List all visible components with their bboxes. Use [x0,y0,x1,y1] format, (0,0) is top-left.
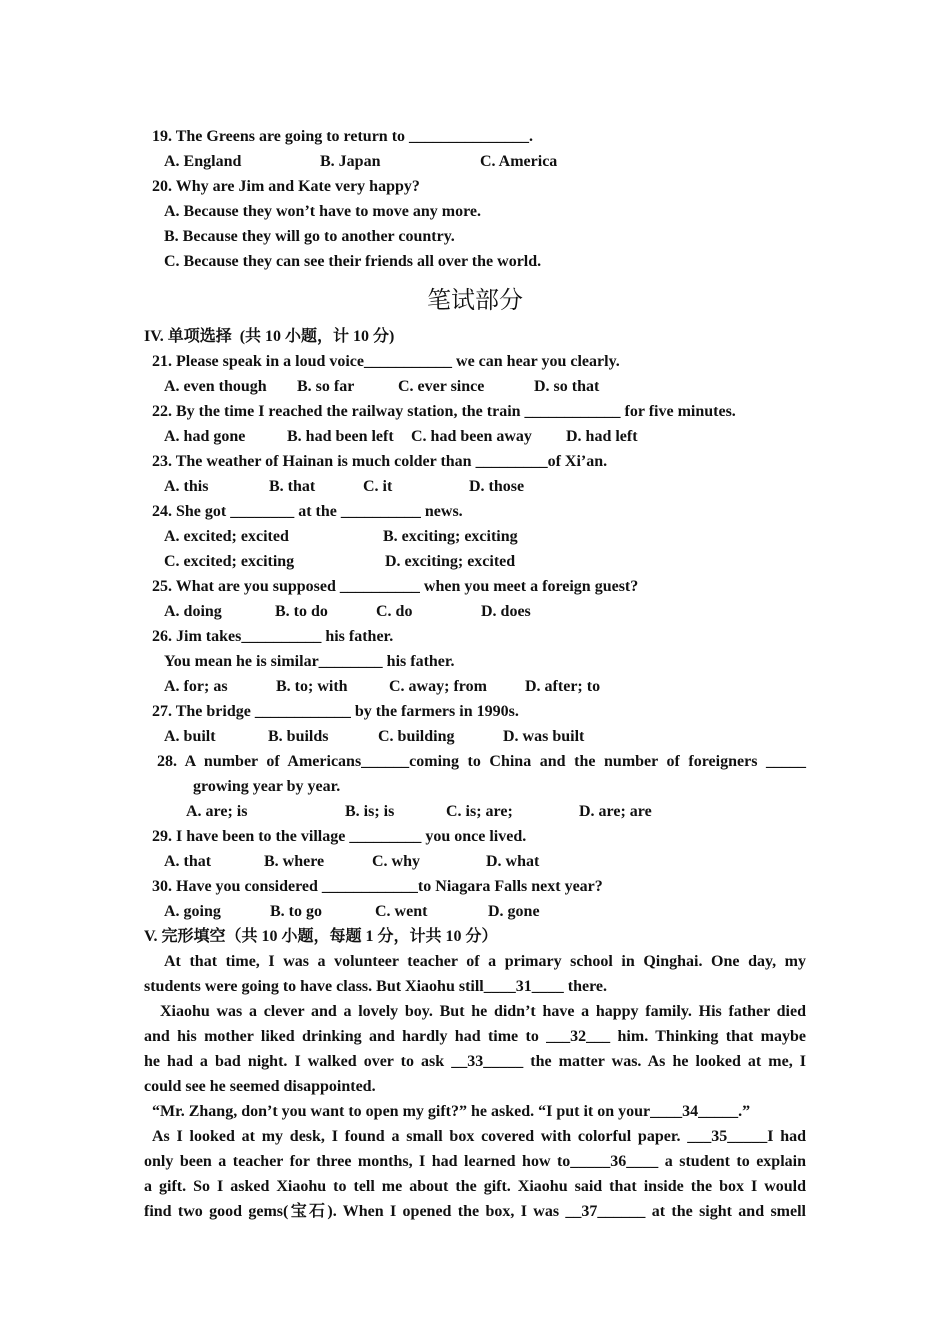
question-21-option-a: A. even though [164,378,267,395]
question-21-option-c: C. ever since [398,378,485,395]
question-26-stem: 26. Jim takes__________ his father. [152,628,394,645]
question-28-option-d: D. are; are [579,803,652,820]
question-23-option-c: C. it [363,478,393,495]
question-28-option-a: A. are; is [186,803,248,820]
question-29-option-c: C. why [372,853,421,870]
cloze-passage-line: a gift. So I asked Xiaohu to tell me about the gift. Xiaohu said that inside the box I would [144,1178,806,1195]
question-20-option-a: A. Because they won’t have to move any more. [164,203,481,220]
question-28-stem-second: growing year by year. [193,778,341,795]
cloze-passage-line: he had a bad night. I walked over to ask __33_____ the matter was. As he looked at me, I [144,1053,806,1070]
question-19-option-a: A. England [164,153,242,170]
cloze-passage-line: could see he seemed disappointed. [144,1078,376,1095]
question-23-option-b: B. that [269,478,316,495]
question-24-option-a: A. excited; excited [164,528,289,545]
question-29-stem: 29. I have been to the village _________ you once lived. [152,828,527,845]
question-23-option-a: A. this [164,478,209,495]
question-24-option-c: C. excited; exciting [164,553,295,570]
question-22-stem: 22. By the time I reached the railway station, the train ____________ for five minutes. [152,403,736,420]
question-20-stem: 20. Why are Jim and Kate very happy? [152,178,420,195]
question-26-option-a: A. for; as [164,678,228,695]
question-26-option-b: B. to; with [276,678,348,695]
cloze-passage-line: students were going to have class. But Xiaohu still____31____ there. [144,978,607,995]
question-23-stem: 23. The weather of Hainan is much colder than _________of Xi’an. [152,453,608,470]
question-30-stem: 30. Have you considered ____________to Niagara Falls next year? [152,878,603,895]
question-25-option-b: B. to do [275,603,328,620]
question-28-stem: 28. A number of Americans______coming to China and the number of foreigners _____ [157,753,806,770]
question-27-option-b: B. builds [268,728,329,745]
section-4-heading: IV. 单项选择 (共 10 小题，计 10 分) [144,328,395,345]
question-27-option-d: D. was built [503,728,585,745]
question-26-option-c: C. away; from [389,678,487,695]
question-20-option-b: B. Because they will go to another country. [164,228,455,245]
question-21-stem: 21. Please speak in a loud voice___________ we can hear you clearly. [152,353,620,370]
question-26-option-d: D. after; to [525,678,601,695]
question-24-option-b: B. exciting; exciting [383,528,518,545]
cloze-passage-line: find two good gems(宝石). When I opened the box, I was __37______ at the sight and smell [144,1203,806,1220]
question-30-option-c: C. went [375,903,428,920]
question-21-option-d: D. so that [534,378,600,395]
question-27-option-a: A. built [164,728,216,745]
written-part-title: 笔试部分 [427,286,523,314]
cloze-passage-line: Xiaohu was a clever and a lovely boy. But he didn’t have a happy family. His father died [160,1003,806,1020]
question-19-option-c: C. America [480,153,558,170]
question-30-option-d: D. gone [488,903,540,920]
question-27-option-c: C. building [378,728,455,745]
question-24-stem: 24. She got ________ at the __________ news. [152,503,463,520]
question-25-option-d: D. does [481,603,531,620]
question-29-option-d: D. what [486,853,540,870]
question-25-option-c: C. do [376,603,413,620]
cloze-passage-line: As I looked at my desk, I found a small box covered with colorful paper. ___35_____I had [152,1128,806,1145]
cloze-passage-line: only been a teacher for three months, I had learned how to_____36____ a student to explain [144,1153,806,1170]
question-26-stem-second: You mean he is similar________ his father. [164,653,455,670]
cloze-passage-line: At that time, I was a volunteer teacher of a primary school in Qinghai. One day, my [164,953,806,970]
question-22-option-d: D. had left [566,428,638,445]
question-22-option-a: A. had gone [164,428,246,445]
question-23-option-d: D. those [469,478,525,495]
question-19-stem: 19. The Greens are going to return to _______________. [152,128,534,145]
question-21-option-b: B. so far [297,378,355,395]
section-5-heading: V. 完形填空（共 10 小题，每题 1 分，计共 10 分） [144,928,498,945]
question-29-option-b: B. where [264,853,325,870]
question-20-option-c: C. Because they can see their friends all over the world. [164,253,542,270]
question-28-option-b: B. is; is [345,803,395,820]
cloze-passage-line: “Mr. Zhang, don’t you want to open my gift?” he asked. “I put it on your____34_____.” [152,1103,751,1120]
question-25-stem: 25. What are you supposed __________ when you meet a foreign guest? [152,578,639,595]
question-30-option-b: B. to go [270,903,322,920]
question-29-option-a: A. that [164,853,212,870]
question-22-option-c: C. had been away [411,428,532,445]
question-30-option-a: A. going [164,903,221,920]
question-22-option-b: B. had been left [287,428,394,445]
question-28-option-c: C. is; are; [446,803,513,820]
question-25-option-a: A. doing [164,603,222,620]
question-27-stem: 27. The bridge ____________ by the farmers in 1990s. [152,703,519,720]
question-19-option-b: B. Japan [320,153,381,170]
cloze-passage-line: and his mother liked drinking and hardly had time to ___32___ him. Thinking that maybe [144,1028,806,1045]
question-24-option-d: D. exciting; excited [385,553,516,570]
